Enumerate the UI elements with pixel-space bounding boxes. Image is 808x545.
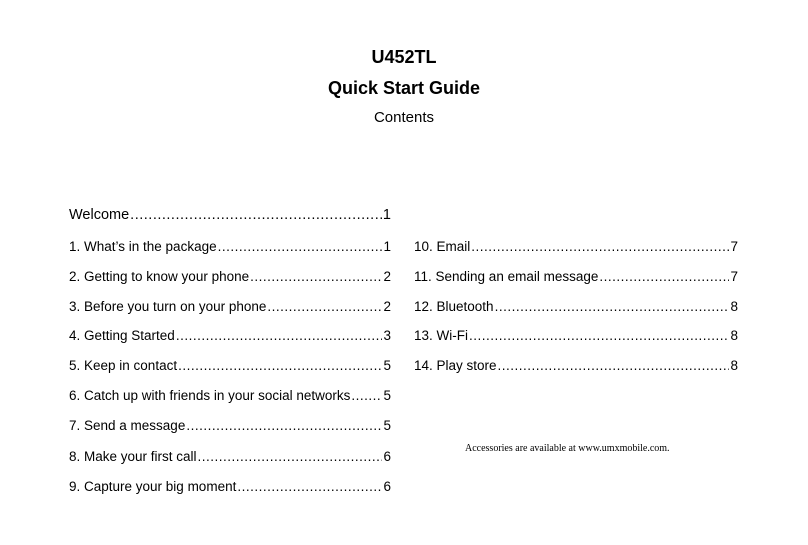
toc-entry-welcome[interactable]: Welcome ..... 1 [69, 207, 391, 225]
toc-entry-6[interactable]: 6. Catch up with friends in your social networks ..... 5 [69, 388, 391, 406]
toc-entry-12[interactable]: 12. Bluetooth ..... 8 [414, 299, 738, 317]
document-model: U452TL [371, 47, 437, 67]
toc-entry-1[interactable]: 1. What’s in the package ..... 1 [69, 239, 391, 257]
toc-entry-11[interactable]: 11. Sending an email message ..... 7 [414, 269, 738, 287]
toc-entry-2[interactable]: 2. Getting to know your phone ..... 2 [69, 269, 391, 287]
toc-entry-8[interactable]: 8. Make your first call ..... 6 [69, 449, 391, 467]
toc-entry-7[interactable]: 7. Send a message ..... 5 [69, 418, 391, 436]
document-title: Quick Start Guide [327, 78, 481, 98]
accessories-note: Accessories are available at www.umxmobile.com. [465, 443, 670, 454]
toc-entry-10[interactable]: 10. Email ..... 7 [414, 239, 738, 257]
toc-entry-13[interactable]: 13. Wi-Fi ..... 8 [414, 328, 738, 346]
contents-heading: Contents [373, 109, 435, 126]
toc-entry-14[interactable]: 14. Play store ..... 8 [414, 358, 738, 376]
toc-entry-9[interactable]: 9. Capture your big moment ..... 6 [69, 479, 391, 497]
toc-entry-5[interactable]: 5. Keep in contact ..... 5 [69, 358, 391, 376]
toc-entry-4[interactable]: 4. Getting Started ..... 3 [69, 328, 391, 346]
toc-entry-3[interactable]: 3. Before you turn on your phone ..... 2 [69, 299, 391, 317]
